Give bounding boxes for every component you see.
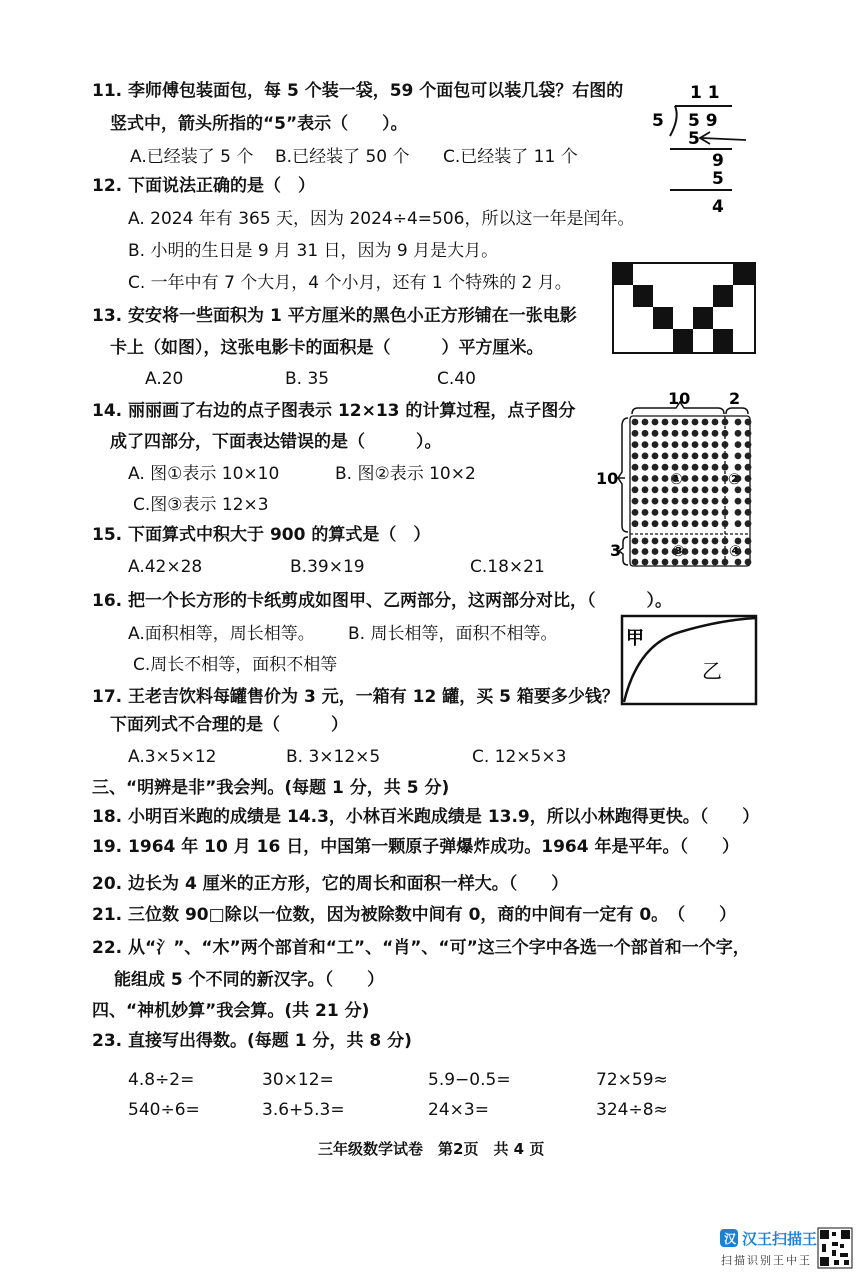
dot	[735, 509, 742, 516]
dot	[632, 486, 639, 493]
dot	[722, 498, 729, 505]
dot	[712, 486, 719, 493]
q12-option-c: C. 一年中有 7 个大月，4 个小月，还有 1 个特殊的 2 月。	[128, 273, 572, 293]
dot	[722, 453, 729, 460]
dot	[682, 520, 689, 527]
watermark-subtitle: 扫描识别王中王	[721, 1254, 812, 1267]
calc-item: 30×12=	[262, 1070, 334, 1090]
qr-code-icon	[818, 1228, 852, 1268]
dot	[652, 453, 659, 460]
dot	[682, 498, 689, 505]
dot-label-top-right: 2	[729, 389, 741, 408]
calc-item: 540÷6=	[128, 1100, 200, 1120]
dot	[672, 441, 679, 448]
dot	[722, 548, 729, 555]
dot	[692, 498, 699, 505]
dot	[712, 498, 719, 505]
dot	[745, 441, 752, 448]
region-jia-label: 甲	[626, 628, 644, 649]
dot	[632, 441, 639, 448]
dot	[652, 441, 659, 448]
dot	[632, 520, 639, 527]
dot	[692, 475, 699, 482]
q16-option-c: C.周长不相等，面积不相等	[133, 655, 338, 675]
dot	[672, 498, 679, 505]
q17-option-a: A.3×5×12	[128, 747, 217, 767]
calc-item: 24×3=	[428, 1100, 489, 1120]
dot	[745, 486, 752, 493]
dot	[722, 559, 729, 566]
dot	[722, 441, 729, 448]
dot	[652, 538, 659, 545]
dot	[735, 520, 742, 527]
dot-label-left-top: 10	[596, 469, 619, 488]
dot	[745, 464, 752, 471]
dot	[632, 453, 639, 460]
q22-statement-line1: 22. 从“氵”、“木”两个部首和“工”、“肖”、“可”这三个字中各选一个部首和一个字，	[92, 938, 750, 958]
dot	[632, 509, 639, 516]
dot	[652, 419, 659, 426]
dot	[745, 559, 752, 566]
region-yi-label: 乙	[702, 659, 722, 683]
dot	[712, 419, 719, 426]
dot	[632, 538, 639, 545]
q18-statement: 18. 小明百米跑的成绩是 14.3，小林百米跑成绩是 13.9，所以小林跑得更快。（ ）	[92, 807, 760, 827]
q14-dot-array-figure	[592, 388, 762, 572]
division-remainder2: 4	[712, 197, 724, 217]
dot	[702, 464, 709, 471]
q15-option-a: A.42×28	[128, 557, 203, 577]
dot	[662, 538, 669, 545]
dot	[662, 430, 669, 437]
dot-label-left-bottom: 3	[610, 541, 622, 560]
q16-option-b: B. 周长相等，面积不相等。	[348, 624, 558, 644]
calc-item: 72×59≈	[596, 1070, 668, 1090]
dot	[712, 430, 719, 437]
dot	[632, 430, 639, 437]
dot	[682, 419, 689, 426]
dot	[702, 486, 709, 493]
division-step1: 5	[688, 129, 700, 149]
dot	[735, 453, 742, 460]
q11-option-c: C.已经装了 11 个	[443, 147, 578, 167]
dot	[672, 509, 679, 516]
dot	[652, 520, 659, 527]
dot	[642, 430, 649, 437]
q16-cut-rectangle-figure	[620, 614, 760, 708]
dot	[662, 453, 669, 460]
dot	[735, 498, 742, 505]
dot	[632, 548, 639, 555]
dot	[652, 509, 659, 516]
dot	[662, 486, 669, 493]
q20-statement: 20. 边长为 4 厘米的正方形，它的周长和面积一样大。（ ）	[92, 874, 569, 894]
dot	[722, 509, 729, 516]
q13-stem-line2: 卡上（如图），这张电影卡的面积是（ ）平方厘米。	[110, 338, 544, 358]
dot	[745, 538, 752, 545]
dot	[682, 509, 689, 516]
dot	[745, 520, 752, 527]
q17-stem-line1: 17. 王老吉饮料每罐售价为 3 元，一箱有 12 罐，买 5 箱要多少钱？	[92, 687, 619, 707]
dot	[702, 509, 709, 516]
dot	[745, 475, 752, 482]
q15-option-b: B.39×19	[290, 557, 365, 577]
dot	[652, 430, 659, 437]
dot	[712, 509, 719, 516]
dot	[642, 548, 649, 555]
dot	[662, 441, 669, 448]
dot	[702, 548, 709, 555]
dot	[745, 419, 752, 426]
division-divisor: 5	[652, 111, 664, 131]
dot	[632, 475, 639, 482]
q16-option-a: A.面积相等，周长相等。	[128, 624, 315, 644]
dot	[652, 464, 659, 471]
dot	[642, 441, 649, 448]
q14-stem-line2: 成了四部分，下面表达错误的是（ ）。	[110, 432, 442, 452]
dot	[662, 498, 669, 505]
dot	[642, 538, 649, 545]
page-footer: 三年级数学试卷 第2页 共 4 页	[318, 1140, 545, 1158]
dot	[722, 538, 729, 545]
q11-stem-line2: 竖式中，箭头所指的“5”表示（ ）。	[110, 114, 408, 134]
q21-statement: 21. 三位数 90□除以一位数，因为被除数中间有 0，商的中间有一定有 0。 （ ）	[92, 905, 737, 925]
dot	[735, 441, 742, 448]
dot	[652, 486, 659, 493]
dot	[702, 430, 709, 437]
dot	[735, 419, 742, 426]
dot	[692, 419, 699, 426]
q14-option-b: B. 图②表示 10×2	[335, 464, 476, 484]
dot	[642, 559, 649, 566]
calc-item: 4.8÷2=	[128, 1070, 195, 1090]
calc-item: 324÷8≈	[596, 1100, 668, 1120]
dot	[642, 520, 649, 527]
q11-stem-line1: 11. 李师傅包装面包，每 5 个装一袋，59 个面包可以装几袋？右图的	[92, 81, 624, 101]
dot	[702, 520, 709, 527]
division-step2: 5	[712, 169, 724, 189]
dot	[712, 559, 719, 566]
q15-stem: 15. 下面算式中积大于 900 的算式是（ ）	[92, 525, 431, 545]
dot	[702, 419, 709, 426]
region-4-label: ④	[729, 542, 742, 560]
dot	[662, 464, 669, 471]
dot	[722, 520, 729, 527]
q12-option-a: A. 2024 年有 365 天，因为 2024÷4=506，所以这一年是闰年。	[128, 209, 635, 229]
q16-stem: 16. 把一个长方形的卡纸剪成如图甲、乙两部分，这两部分对比，（ ）。	[92, 591, 673, 611]
dot	[632, 419, 639, 426]
q15-option-c: C.18×21	[470, 557, 545, 577]
dot	[692, 559, 699, 566]
dot	[702, 475, 709, 482]
dot	[662, 559, 669, 566]
dot	[642, 498, 649, 505]
q14-option-a: A. 图①表示 10×10	[128, 464, 280, 484]
q11-long-division-figure	[640, 78, 750, 228]
dot	[682, 453, 689, 460]
arrow-icon	[702, 138, 746, 140]
dot	[712, 538, 719, 545]
q22-statement-line2: 能组成 5 个不同的新汉字。（ ）	[114, 970, 385, 990]
q14-option-c: C.图③表示 12×3	[133, 495, 269, 515]
q12-stem: 12. 下面说法正确的是（ ）	[92, 176, 316, 196]
q12-option-b: B. 小明的生日是 9 月 31 日，因为 9 月是大月。	[128, 241, 499, 261]
division-remainder1: 9	[712, 151, 724, 171]
dot	[712, 453, 719, 460]
division-quotient: 1 1	[690, 83, 720, 103]
dot	[692, 548, 699, 555]
dot	[682, 430, 689, 437]
dot	[722, 419, 729, 426]
q13-stem-line1: 13. 安安将一些面积为 1 平方厘米的黑色小正方形铺在一张电影	[92, 306, 577, 326]
dot	[652, 559, 659, 566]
dot	[692, 464, 699, 471]
dot	[712, 464, 719, 471]
dot	[632, 464, 639, 471]
dot	[672, 419, 679, 426]
dot	[662, 475, 669, 482]
q17-option-b: B. 3×12×5	[286, 747, 381, 767]
q14-stem-line1: 14. 丽丽画了右边的点子图表示 12×13 的计算过程，点子图分	[92, 401, 576, 421]
dot	[702, 498, 709, 505]
dot	[735, 430, 742, 437]
dot	[702, 441, 709, 448]
calc-item: 3.6+5.3=	[262, 1100, 345, 1120]
dot	[692, 486, 699, 493]
division-dividend: 5 9	[688, 111, 718, 131]
q13-option-c: C.40	[437, 369, 476, 389]
region-1-label: ①	[670, 470, 683, 488]
svg-text:汉: 汉	[724, 1232, 737, 1246]
dot	[712, 475, 719, 482]
section4-title: 四、“神机妙算”我会算。(共 21 分)	[92, 1001, 370, 1021]
dot	[702, 453, 709, 460]
dot	[692, 520, 699, 527]
dot	[745, 498, 752, 505]
dot	[642, 419, 649, 426]
dot	[712, 548, 719, 555]
dot	[642, 464, 649, 471]
section3-title: 三、“明辨是非”我会判。(每题 1 分，共 5 分)	[92, 778, 450, 798]
dot	[745, 509, 752, 516]
region-3-label: ③	[672, 542, 685, 560]
dot	[692, 441, 699, 448]
dot	[652, 475, 659, 482]
dot	[692, 453, 699, 460]
dot	[745, 548, 752, 555]
dot	[632, 498, 639, 505]
region-2-label: ②	[728, 470, 741, 488]
q11-option-a: A.已经装了 5 个	[130, 147, 254, 167]
q13-option-b: B. 35	[285, 369, 330, 389]
dot	[745, 430, 752, 437]
watermark-name: 汉王扫描王	[742, 1230, 818, 1248]
dot	[672, 520, 679, 527]
dot	[632, 559, 639, 566]
dot	[642, 475, 649, 482]
dot	[702, 559, 709, 566]
q19-statement: 19. 1964 年 10 月 16 日，中国第一颗原子弹爆炸成功。1964 年是平年。（ ）	[92, 837, 739, 857]
dot	[672, 430, 679, 437]
calc-item: 5.9−0.5=	[428, 1070, 511, 1090]
scanner-watermark-logo	[718, 1226, 856, 1272]
q13-movie-card-figure	[612, 262, 756, 354]
dot	[642, 486, 649, 493]
dot	[682, 441, 689, 448]
q23-stem: 23. 直接写出得数。(每题 1 分，共 8 分)	[92, 1031, 412, 1051]
dot	[672, 453, 679, 460]
dot	[692, 538, 699, 545]
q17-stem-line2: 下面列式不合理的是（ ）	[110, 715, 348, 735]
q17-option-c: C. 12×5×3	[472, 747, 567, 767]
dot	[712, 441, 719, 448]
q13-option-a: A.20	[145, 369, 184, 389]
dot	[745, 453, 752, 460]
dot	[662, 509, 669, 516]
dot	[662, 548, 669, 555]
dot	[722, 430, 729, 437]
dot	[702, 538, 709, 545]
dot-label-top-left: 10	[668, 389, 691, 408]
dot	[652, 498, 659, 505]
dot	[692, 430, 699, 437]
dot	[662, 520, 669, 527]
dot	[712, 520, 719, 527]
dot	[642, 509, 649, 516]
dot	[652, 548, 659, 555]
dot	[662, 419, 669, 426]
dot	[642, 453, 649, 460]
q11-option-b: B.已经装了 50 个	[275, 147, 410, 167]
dot	[692, 509, 699, 516]
